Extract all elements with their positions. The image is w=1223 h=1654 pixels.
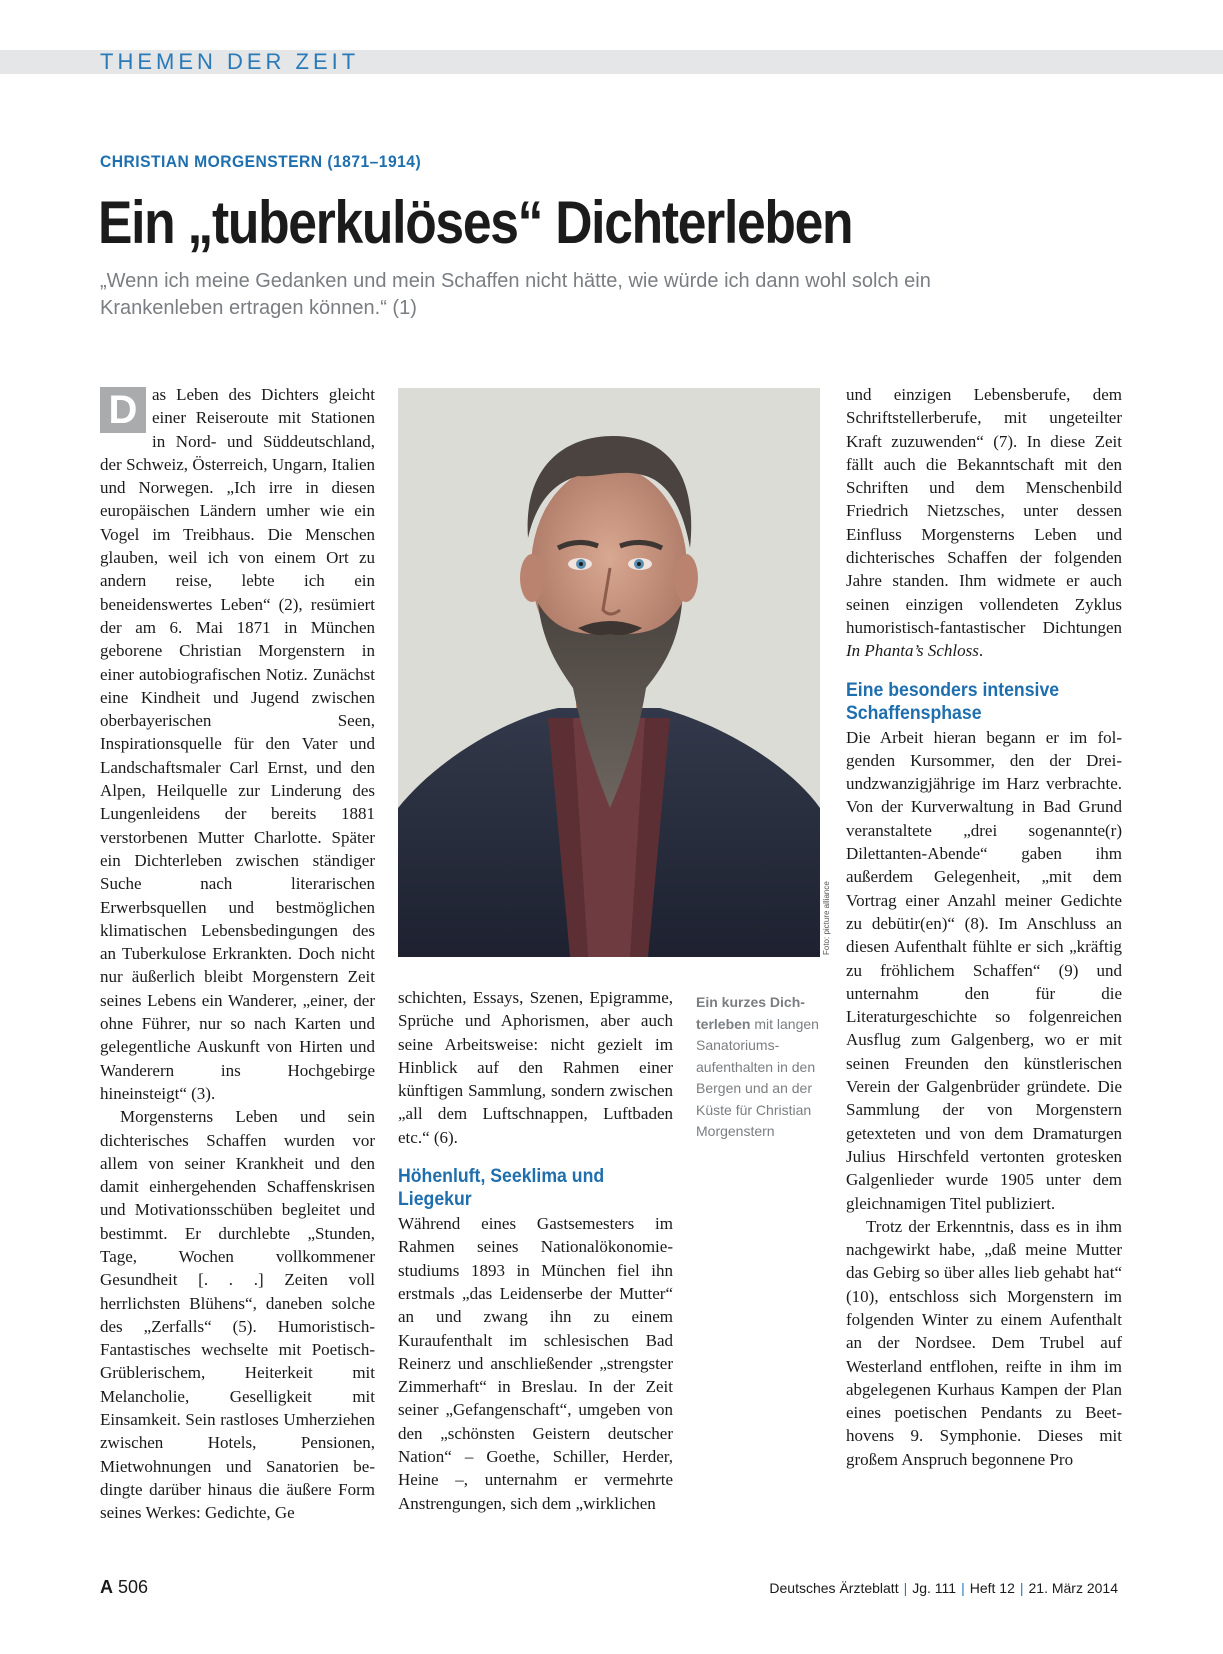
footer-separator: | [961, 1580, 965, 1596]
paragraph: Die Arbeit hieran begann er im folgenden Kursommer, den der Dreiundzwanzigjährige im Harz verbrachte. Von der Kurverwaltung in Bad Grund veranstaltete „drei sogenannte(r) Dilettanten-Abende“ gaben ihm außerdem Gelegenheit, „mit dem Vortrag einer Anzahl meiner Gedichte zu debütir(en)“ (8). Im Anschluss an diesen Aufenthalt fühlte er sich „kräftig zu fröhlichem Schaffen“ (9) und unternahm den für die Literaturgeschichte so folgenreichen Ausflug zum Galgenberg, wo er mit seinen Freunden den künstlerischen Verein der Galgenbrüder gründete. Die Sammlung der von Morgenstern getexteten und von dem Dramaturgen Julius Hirschfeld vertonten grotesken Galgenlieder wurde 1905 unter dem gleichnamigen Titel publiziert. [846, 727, 1122, 1213]
footer-separator: | [903, 1580, 908, 1596]
photo-credit: Foto: picture alliance [822, 881, 831, 955]
page-number-value: 506 [118, 1577, 149, 1597]
body-column-3 [846, 383, 1122, 1471]
journal-volume: Jg. 111 [912, 1580, 957, 1596]
page-number [100, 1577, 148, 1598]
paragraph-text: und einzigen Lebensberufe, dem Schriftstellerberufe, mit ungeteilter Kraft zuzuwenden“ (7). In diese Zeit fällt auch die Bekanntschaft mit den Schriften und dem Menschenbild Friedrich Nietzsches, unter dessen Einfluss Morgensterns Leben und dichterisches Schaffen der folgenden Jahre standen. Ihm widmete er auch seinen einzigen vollendeten Zyklus humoristisch-fantastischer Dichtungen [846, 385, 1122, 637]
caption-text: mit langen Sanatoriumsaufenthalten in den Bergen und an der Küste für Christian Morgenstern [696, 1015, 819, 1139]
paragraph-text: as Leben des Dichters gleicht einer Reiseroute mit Stationen in Nord- und Süddeutschland, der Schweiz, Österreich, Ungarn, Italien und Norwegen. „Ich irre in diesen europäischen Ländern umher wie ein Vogel im Treibhaus. Die Menschen glauben, weil ich von einem Ort zu andern reise, lebte ich ein beneidenswertes Leben“ (2), resümiert der am 6. Mai 1871 in München geborene Christian Morgenstern in einer autobiografischen Notiz. Zunächst eine Kindheit und Jugend zwischen oberbayerischen Seen, Inspirationsquelle für den Vater und Landschaftsmaler Carl Ernst, und den Alpen, Heilquelle zur Linderung des Lungenleidens der bereits 1881 verstorbenen Mutter Charlotte. Später ein Dichterleben zwischen ständiger Suche nach literarischen Erwerbsquellen und bestmöglichen klimatischen Lebensbedingungen des an Tuberkulose Erkrankten. Doch nicht nur äußerlich bleibt Morgenstern Zeit seines Lebens ein Wanderer, „einer, der ohne Führer, nur so nach Karten und gelegentliche Auskunft von Hirten und Wanderern ins Hochgebirge hineinsteigt“ (3). [100, 385, 375, 1103]
article-headline: Ein „tuberkulöses“ Dichterleben [98, 189, 853, 256]
paragraph: Morgensterns Leben und sein dichterisches Schaffen wurden vor allem von seiner Krankheit und den damit einhergehenden Schaffenskrisen und Motivationsschüben begleitet und bestimmt. Er durchlebte „Stunden, Tage, Wochen vollkommener Gesundheit [. . .] Zeiten voll herrlichsten Blühens“, daneben solche des „Zerfalls“ (5). Humoristisch-Fantastisches wechselte mit Poetisch-Grüblerischem, Heiterkeit mit Melancholie, Geselligkeit mit Einsamkeit. Sein rastloses Umherziehen zwischen Hotels, Pensionen, Mietwohnungen und Sanatorien bedingte darüber hinaus die äußere Form seines Werkes: Gedichte, Ge [100, 1107, 375, 1523]
paragraph: schichten, Essays, Szenen, Epigramme, Sprüche und Aphorismen, aber auch seine Arbeitsweise: nicht gezielt im Hinblick auf den Rahmen einer künftigen Sammlung, sondern zwischen „all dem Luftschnappen, Luftbaden etc.“ (6). [398, 988, 673, 1147]
article-lead-quote: „Wenn ich meine Gedanken und mein Schaffen nicht hätte, wie würde ich dann wohl solch ein Krankenleben ertragen können.“ (1) [100, 270, 931, 319]
drop-cap: D [100, 387, 146, 433]
footer-separator: | [1019, 1580, 1024, 1596]
subheading: Eine besonders intensive Schaffensphase [846, 679, 1060, 724]
paragraph-end: . [978, 641, 984, 661]
work-title: In Phanta’s Schloss [846, 641, 979, 661]
portrait-image [398, 388, 820, 957]
portrait-photo [398, 388, 820, 957]
journal-date: 21. März 2014 [1028, 1580, 1118, 1596]
body-column-1 [100, 383, 375, 1525]
paragraph: Während eines Gastsemesters im Rahmen seines Nationalökonomiestudiums 1893 in München fiel ihn erstmals „das Leidenserbe der Mutter“ an und zwang ihn zu einem Kuraufenthalt im schlesischen Bad Reinerz und anschließender „strengster Zimmerhaft“ in Breslau. In der Zeit seiner „Gefangenschaft“, umgeben von den „schönsten Geistern deutscher Nation“ – Goethe, Schiller, Herder, Heine –, unternahm er vermehrte Anstrengungen, sich dem „wirklichen [398, 1214, 673, 1513]
section-label: THEMEN DER ZEIT [100, 49, 360, 74]
subheading: Höhenluft, Seeklima und Liegekur [398, 1166, 605, 1211]
paragraph: Trotz der Erkenntnis, dass es in ihm nachgewirkt habe, „daß meine Mutter das Gebirg so über alles lieb gehabt hat“ (10), entschloss sich Morgenstern im folgenden Winter zu einem Aufenthalt an der Nordsee. Dem Trubel auf Westerland entflohen, reifte in ihm im abgelegenen Kurhaus Kampen der Plan eines poetischen Pendants zu Beethovens 9. Symphonie. Dieses mit großem Anspruch begonnene Pro [846, 1216, 1122, 1469]
paragraph [846, 383, 1122, 663]
journal-issue: Heft 12 [969, 1580, 1015, 1596]
article-kicker: CHRISTIAN MORGENSTERN (1871–1914) [100, 152, 422, 171]
journal-name: Deutsches Ärzteblatt [769, 1580, 899, 1596]
body-column-2 [398, 986, 673, 1515]
caption-lead: Ein kurzes Dichterleben [696, 994, 805, 1032]
paragraph [100, 383, 375, 1105]
page-prefix: A [100, 1577, 113, 1597]
journal-footer [769, 1580, 1118, 1596]
photo-caption [696, 992, 826, 1143]
